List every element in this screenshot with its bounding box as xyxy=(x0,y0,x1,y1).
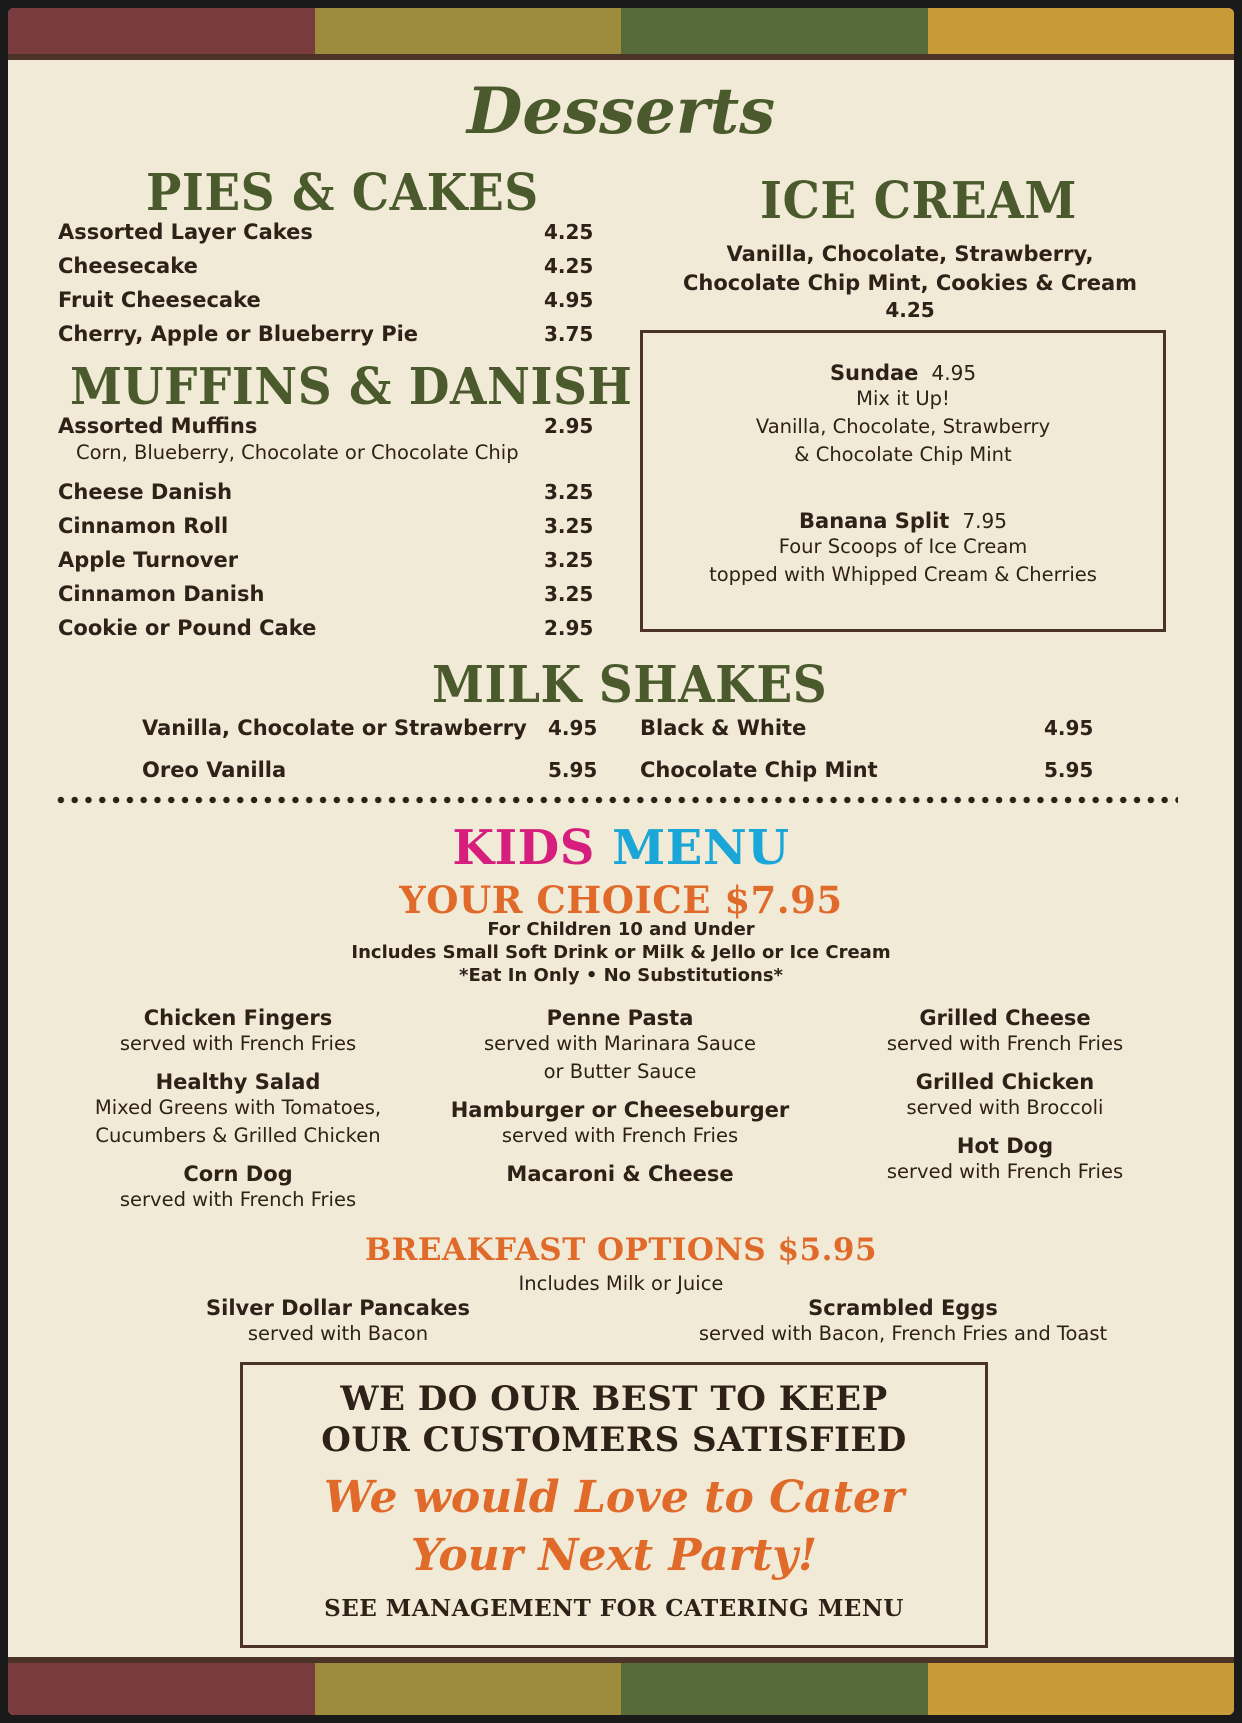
menu-item-desc: Corn, Blueberry, Chocolate or Chocolate Chip xyxy=(76,441,519,464)
ice-cream-flavors xyxy=(648,240,1172,322)
sundae-desc: & Chocolate Chip Mint xyxy=(794,443,1012,466)
menu-item-price: 3.25 xyxy=(544,548,594,572)
sundae-name: Sundae xyxy=(829,361,919,385)
satisfaction-line: OUR CUSTOMERS SATISFIED xyxy=(321,1420,907,1460)
satisfaction-line: WE DO OUR BEST TO KEEP xyxy=(340,1379,888,1419)
kids-item-name: Penne Pasta xyxy=(546,1006,694,1030)
your-choice-price: YOUR CHOICE $7.95 xyxy=(399,878,843,922)
menu-item-price: 3.75 xyxy=(544,322,594,346)
menu-item-name: Assorted Layer Cakes xyxy=(58,220,313,244)
menu-item-name: Cookie or Pound Cake xyxy=(58,616,317,640)
kids-item-desc: served with French Fries xyxy=(501,1124,739,1147)
kids-item-name: Chicken Fingers xyxy=(143,1006,333,1030)
top-color-band xyxy=(8,8,1234,60)
kids-item-desc: Mixed Greens with Tomatoes, xyxy=(94,1096,382,1119)
kids-notes xyxy=(8,918,1234,987)
kids-item-desc: served with Marinara Sauce xyxy=(484,1032,756,1055)
kids-item-name: Macaroni & Cheese xyxy=(506,1162,734,1186)
ice-cream-flavors-line: Chocolate Chip Mint, Cookies & Cream xyxy=(682,271,1138,295)
pies-cakes-heading: PIES & CAKES xyxy=(146,163,539,224)
kids-item-desc: served with French Fries xyxy=(886,1032,1124,1055)
dotted-divider xyxy=(54,796,1178,804)
menu-item-price: 2.95 xyxy=(544,414,594,438)
bottom-color-band xyxy=(8,1657,1234,1715)
menu-item-name: Apple Turnover xyxy=(58,548,239,572)
menu-item-price: 4.25 xyxy=(544,254,594,278)
breakfast-heading: BREAKFAST OPTIONS $5.95 xyxy=(364,1232,878,1268)
kids-menu-heading xyxy=(8,820,1234,876)
menu-item-price: 5.95 xyxy=(1044,758,1094,782)
menu-item-name: Cherry, Apple or Blueberry Pie xyxy=(58,322,419,346)
menu-item-name: Oreo Vanilla xyxy=(142,758,287,782)
menu-item-price: 4.95 xyxy=(544,288,594,312)
menu-page xyxy=(8,8,1234,1715)
ice-cream-flavors-line: Vanilla, Chocolate, Strawberry, xyxy=(726,242,1094,266)
menu-item-name: Cheese Danish xyxy=(58,480,233,504)
sundae-desc: Mix it Up! xyxy=(856,387,950,410)
kids-note: Includes Small Soft Drink or Milk & Jello or Ice Cream xyxy=(351,942,891,963)
breakfast-left xyxy=(158,1296,518,1348)
menu-item-price: 3.25 xyxy=(544,582,594,606)
cater-line: Your Next Party! xyxy=(410,1530,818,1581)
kids-note: *Eat In Only • No Substitutions* xyxy=(459,965,783,986)
milk-shakes-heading: MILK SHAKES xyxy=(432,655,828,716)
kids-column-1 xyxy=(68,1006,408,1214)
kids-item-desc: served with French Fries xyxy=(119,1032,357,1055)
kids-item-desc: served with French Fries xyxy=(119,1188,357,1211)
menu-item-name: Black & White xyxy=(640,716,807,740)
kids-item-name: Hamburger or Cheeseburger xyxy=(450,1098,790,1122)
menu-item-price: 4.95 xyxy=(548,716,598,740)
menu-item-price: 2.95 xyxy=(544,616,594,640)
menu-word: MENU xyxy=(612,820,790,876)
ice-cream-price: 4.25 xyxy=(885,298,935,322)
kids-column-2 xyxy=(440,1006,800,1186)
desserts-title: Desserts xyxy=(466,74,776,149)
kids-item-name: Healthy Salad xyxy=(155,1070,321,1094)
banana-split-desc: Four Scoops of Ice Cream xyxy=(778,535,1028,558)
kids-item-name: Corn Dog xyxy=(183,1162,293,1186)
menu-item-price: 4.25 xyxy=(544,220,594,244)
breakfast-item-desc: served with Bacon xyxy=(247,1322,429,1345)
kids-item-name: Grilled Cheese xyxy=(919,1006,1091,1030)
breakfast-item-desc: served with Bacon, French Fries and Toast xyxy=(698,1322,1108,1345)
sundae-desc: Vanilla, Chocolate, Strawberry xyxy=(755,415,1051,438)
banana-split-price: 7.95 xyxy=(962,509,1007,533)
menu-item-price: 5.95 xyxy=(548,758,598,782)
kids-item-name: Hot Dog xyxy=(956,1134,1054,1158)
banana-split-desc: topped with Whipped Cream & Cherries xyxy=(709,563,1097,586)
kids-note: For Children 10 and Under xyxy=(487,919,755,940)
menu-item-price: 4.95 xyxy=(1044,716,1094,740)
menu-item-name: Cinnamon Roll xyxy=(58,514,229,538)
sundae-price: 4.95 xyxy=(931,361,977,385)
kids-item-desc: Cucumbers & Grilled Chicken xyxy=(95,1124,381,1147)
kids-item-desc: served with French Fries xyxy=(886,1160,1124,1183)
banana-split-name: Banana Split xyxy=(799,509,950,533)
sundae-box xyxy=(640,330,1166,632)
breakfast-item-name: Silver Dollar Pancakes xyxy=(206,1296,470,1320)
breakfast-item-name: Scrambled Eggs xyxy=(808,1296,998,1320)
menu-item-name: Assorted Muffins xyxy=(58,414,258,438)
breakfast-right xyxy=(688,1296,1118,1348)
menu-item-price: 3.25 xyxy=(544,514,594,538)
breakfast-note: Includes Milk or Juice xyxy=(518,1272,724,1295)
kids-column-3 xyxy=(840,1006,1170,1186)
catering-box xyxy=(240,1362,988,1648)
muffins-danish-heading: MUFFINS & DANISH xyxy=(70,357,633,418)
catering-menu-note: SEE MANAGEMENT FOR CATERING MENU xyxy=(324,1595,904,1622)
cater-line: We would Love to Cater xyxy=(323,1472,905,1523)
menu-item-price: 3.25 xyxy=(544,480,594,504)
kids-item-desc: served with Broccoli xyxy=(906,1096,1104,1119)
menu-item-name: Fruit Cheesecake xyxy=(58,288,261,312)
ice-cream-heading: ICE CREAM xyxy=(760,171,1077,232)
menu-item-name: Vanilla, Chocolate or Strawberry xyxy=(142,716,527,740)
kids-item-name: Grilled Chicken xyxy=(915,1070,1095,1094)
menu-item-name: Cinnamon Danish xyxy=(58,582,265,606)
menu-item-name: Chocolate Chip Mint xyxy=(640,758,878,782)
menu-item-name: Cheesecake xyxy=(58,254,198,278)
kids-item-desc: or Butter Sauce xyxy=(543,1060,697,1083)
kids-word: KIDS xyxy=(452,820,595,876)
